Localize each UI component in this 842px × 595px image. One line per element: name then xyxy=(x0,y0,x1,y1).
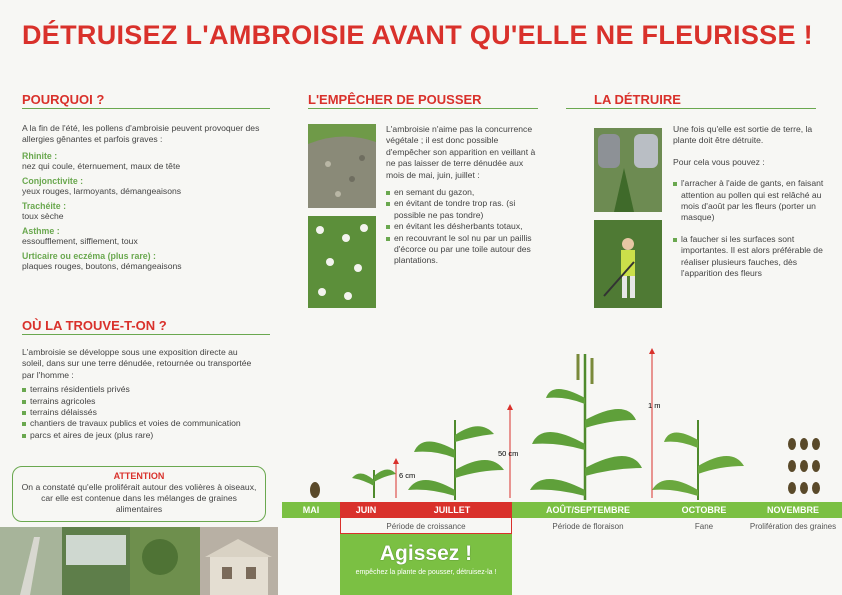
height-label-50cm: 50 cm xyxy=(498,449,519,458)
empecher-divider xyxy=(308,108,538,109)
period-fane: Fane xyxy=(694,522,714,531)
detruire-heading: LA DÉTRUIRE xyxy=(594,92,681,107)
trouve-heading: OÙ LA TROUVE-T-ON ? xyxy=(22,318,167,333)
period-graines: Prolifération des graines xyxy=(749,522,837,531)
symptom-name: Trachéite : xyxy=(22,200,67,211)
seeds-cluster-icon xyxy=(788,438,820,494)
list-item: terrains agricoles xyxy=(22,396,262,407)
mowing-photo xyxy=(594,220,662,308)
pourquoi-divider xyxy=(22,108,270,109)
trouve-section xyxy=(22,347,262,441)
mulch-photo-icon xyxy=(308,124,376,208)
height-label-6cm: 6 cm xyxy=(399,471,416,480)
location-list xyxy=(22,384,262,441)
gloves-photo-icon xyxy=(594,128,662,212)
symptom-item xyxy=(22,251,270,271)
pourquoi-intro: A la fin de l'été, les pollens d'ambroisie peuvent provoquer des allergies gênantes et parfois graves : xyxy=(22,123,260,145)
list-item: terrains résidentiels privés xyxy=(22,384,262,395)
symptom-desc: essoufflement, sifflement, toux xyxy=(22,235,138,246)
symptom-desc: yeux rouges, larmoyants, démangeaisons xyxy=(22,185,182,196)
symptom-name: Rhinite : xyxy=(22,150,58,161)
flowers-photo xyxy=(308,216,376,308)
list-item: en évitant les désherbants totaux, xyxy=(386,221,538,232)
symptom-item xyxy=(22,176,270,196)
page-title: DÉTRUISEZ L'AMBROISIE AVANT QU'ELLE NE FLEURISSE ! xyxy=(22,20,813,50)
list-item: parcs et aires de jeux (plus rare) xyxy=(22,430,262,441)
agissez-subtitle: empêchez la plante de pousser, détruisez-la ! xyxy=(355,569,497,576)
agissez-title: Agissez ! xyxy=(379,542,473,565)
mulch-photo xyxy=(308,124,376,208)
pourquoi-heading: POURQUOI ? xyxy=(22,92,105,107)
month-novembre: NOVEMBRE xyxy=(744,502,842,518)
plant-juillet-icon xyxy=(408,420,504,500)
symptom-name: Conjonctivite : xyxy=(22,175,84,186)
empecher-section xyxy=(386,124,538,267)
growth-illustration xyxy=(280,340,842,502)
prevention-list xyxy=(386,187,538,267)
detruire-intro2: Pour cela vous pouvez : xyxy=(673,156,765,167)
detruire-intro: Une fois qu'elle est sortie de terre, la plante doit être détruite. xyxy=(673,124,813,146)
symptom-item xyxy=(22,151,270,171)
list-item: l'arracher à l'aide de gants, en faisant attention au pollen qui est relâché au mois d'août par les fleurs (porter un masque) xyxy=(673,178,825,224)
road-photo-icon xyxy=(0,527,278,595)
list-item: en évitant de tondre trop ras. (si possible ne pas tondre) xyxy=(386,198,538,221)
symptom-name: Asthme : xyxy=(22,225,60,236)
trouve-intro: L'ambroisie se développe sous une exposition directe au soleil, dans sur une terre dénudée, retournée ou transportée par l'homme : xyxy=(22,347,252,380)
symptom-desc: plaques rouges, boutons, démangeaisons xyxy=(22,260,182,271)
flowers-photo-icon xyxy=(308,216,376,308)
symptom-desc: toux sèche xyxy=(22,210,64,221)
month-juin: JUIN xyxy=(340,502,392,518)
trouve-divider xyxy=(22,334,270,335)
attention-text: On a constaté qu'elle proliférait autour des volières à oiseaux, car elle est contenue dans les mélanges de graines alimentaires xyxy=(21,482,257,514)
detruire-divider xyxy=(566,108,816,109)
plant-flowering-icon xyxy=(530,354,642,500)
pourquoi-section xyxy=(22,123,270,271)
symptom-desc: nez qui coule, éternuement, maux de tête xyxy=(22,160,181,171)
list-item: en recouvrant le sol nu par un paillis d'écorce ou par une toile autour des plantations. xyxy=(386,233,538,267)
sprout-icon xyxy=(352,469,396,498)
gloves-photo xyxy=(594,128,662,212)
detruire-section xyxy=(673,124,825,279)
height-label-1m: 1 m xyxy=(648,401,661,410)
mowing-photo-icon xyxy=(594,220,662,308)
month-aout-septembre: AOÛT/SEPTEMBRE xyxy=(512,502,664,518)
empecher-intro: L'ambroisie n'aime pas la concurrence végétale ; il est donc possible d'empêcher son apparition en veillant à ne pas laisser de terre dénudée aux mois de mai, juin, juillet : xyxy=(386,124,536,180)
location-photos xyxy=(0,527,278,595)
attention-heading: ATTENTION xyxy=(113,471,165,481)
month-juillet: JUILLET xyxy=(392,502,512,518)
attention-box xyxy=(12,466,266,522)
seed-icon xyxy=(310,482,320,498)
plant-fane-icon xyxy=(652,420,744,500)
symptom-name: Urticaire ou eczéma (plus rare) : xyxy=(22,250,156,261)
symptom-item xyxy=(22,201,270,221)
symptom-item xyxy=(22,226,270,246)
empecher-heading: L'EMPÊCHER DE POUSSER xyxy=(308,92,482,107)
agissez-box xyxy=(340,534,512,595)
list-item: terrains délaissés xyxy=(22,407,262,418)
symptom-list xyxy=(22,151,270,271)
month-octobre: OCTOBRE xyxy=(664,502,744,518)
list-item: la faucher si les surfaces sont importantes. Il est alors préférable de réaliser plusieurs fauches, dès l'apparition des fleurs xyxy=(673,234,825,280)
destroy-list xyxy=(673,178,825,279)
period-croissance: Période de croissance xyxy=(386,522,466,531)
list-item: chantiers de travaux publics et voies de communication xyxy=(22,418,262,429)
list-item: en semant du gazon, xyxy=(386,187,538,198)
month-mai: MAI xyxy=(282,502,340,518)
period-floraison: Période de floraison xyxy=(552,522,624,531)
